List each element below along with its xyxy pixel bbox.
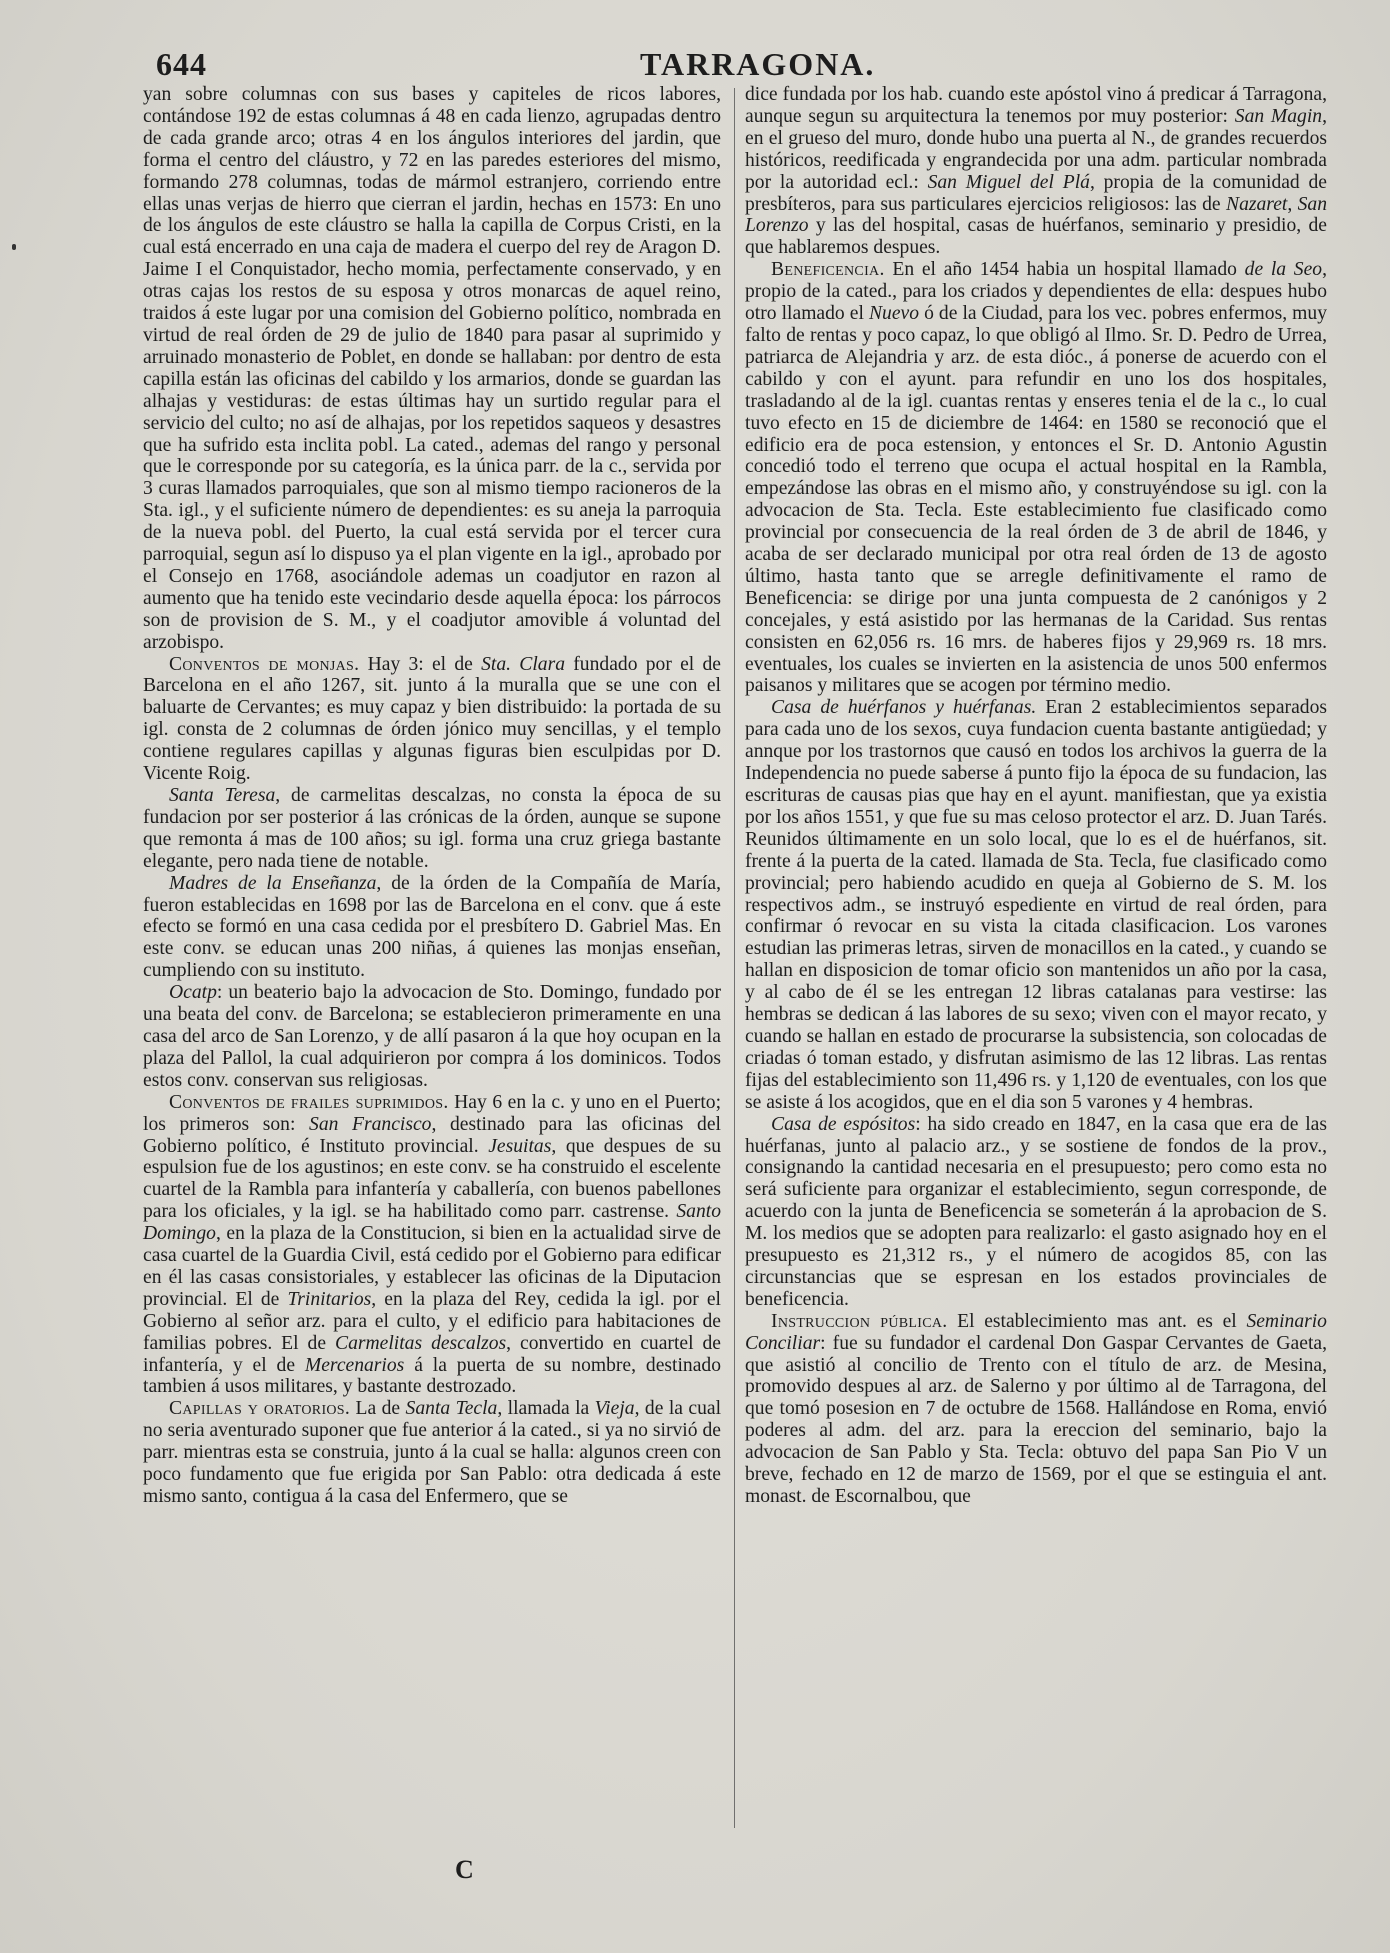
text: , en la plaza de la Constitucion, si bien en la actualidad sirve de casa cuartel de la Guardia Civil, está cedido por el Gobierno para edificar en él las casas consistoriales, y establecer las oficinas de la Diputacion provincial. El de	[143, 1223, 721, 1310]
right-column	[745, 84, 1327, 1508]
text: Hay 3: el de	[359, 653, 482, 675]
hospital-name: de la Seo	[1244, 259, 1323, 281]
paragraph-capillas	[143, 1398, 721, 1508]
chapel-name: San Miguel del Plá	[927, 171, 1090, 193]
section-heading: Conventos de frailes suprimidos.	[169, 1091, 449, 1113]
text: , de la órden de la Compañía de María, fueron establecidas en 1698 por las de Barcelona en el conv. que á este efecto se formó en una casa cedida por el presbítero D. Gabriel Mas. En este conv. se educan unas 200 niñas, á quienes las monjas enseñan, cumpliendo con su instituto.	[143, 872, 721, 982]
ink-speck	[12, 244, 16, 250]
page-number: 644	[156, 46, 207, 82]
text: Hay 6 en la c. y uno en el Puerto; los primeros son:	[143, 1091, 722, 1135]
paragraph-claustro: yan sobre columnas con sus bases y capiteles de ricos labores, contándose 192 de estas columnas á 48 en cada lienzo, agrupadas dentro de cada grande arco; otras 4 en los ángulos interiores del jardin, que forma el centro del cláustro, y 72 en las paredes esteriores del mismo, formando 278 columnas, todas de mármol estranjero, corriendo entre ellas unas verjas de hierro que cierran el jardin, hechas en 1573: En uno de los ángulos de este cláustro se halla la capilla de Corpus Cristi, en la cual está encerrado en una caja de madera el cuerpo del rey de Aragon D. Jaime I el Conquistador, hecho momia, perfectamente conservado, y en otras cajas los restos de su esposa y otros monarcas de aquel reino, traidos á este lugar por una comision del Gobierno político, nombrada en virtud de real órden de 29 de julio de 1840 para pasar al suprimido y arruinado monasterio de Poblet, en donde se hallaban: por dentro de esta capilla están las oficinas del cabildo y los armarios, donde se guardan las alhajas y vestiduras: de estas últimas hay un surtido regular para el servicio del culto; no así de alhajas, por los repetidos saqueos y desastres que ha sufrido esta inclita pobl. La cated., ademas del rango y personal que le corresponde por su categoría, es la única parr. de la c., servida por 3 curas llamados parroquiales, que son al mismo tiempo racioneros de la Sta. igl., y el suficiente número de dependientes: es su aneja la parroquia de la nueva pobl. del Puerto, la cual está servida por el tercer cura parroquial, segun así lo dispuso ya el plan vigente en la igl., aprobado por el Consejo en 1768, asociándole ademas un coadjutor en razon al aumento que ha tenido este vecindario desde aquella época: los párrocos son de provision de S. M., y el coadjutor amovible á voluntad del arzobispo.	[143, 84, 721, 653]
convent-name: Trinitarios	[287, 1288, 372, 1310]
text: , convertido en cuartel de infantería, y el de	[143, 1332, 721, 1376]
text: á la puerta de su nombre, destinado tambien á usos militares, y bastante destrozado.	[143, 1354, 721, 1398]
institution-name: Casa de espósitos	[771, 1113, 916, 1135]
text: ó de la Ciudad, para los vec. pobres enfermos, muy falto de rentas y poco capaz, lo que obligó al Ilmo. Sr. D. Pedro de Urrea, patriarca de Alejandria y arz. de esta dióc., á ponerse de acuerdo con el cabildo y con el ayunt. para refundir en uno los dos hospitales, trasladando al de la igl. cuantas rentas y enseres tenia el de la c., lo cual tuvo efecto en 15 de diciembre de 1464: en 1580 se reconoció que el edificio era de poca estension, y entonces el Sr. D. Antonio Agustin concedió todo el terreno que ocupa el actual hospital en la Rambla, empezándose las obras en el mismo año, y construyéndose su igl. con la advocacion de Sta. Tecla. Este establecimiento fue clasificado como provincial por consecuencia de la real órden de 3 de abril de 1846, y acaba de ser declarado municipal por otra real órden de 13 de agosto último, hasta tanto que se arregle definitivamente el ramo de Beneficencia: se dirige por una junta compuesta de 2 canónigos y 2 concejales, y está asistido por las hermanas de la Caridad. Sus rentas consisten en 62,056 rs. 16 mrs. de haberes fijos y 29,969 rs. 18 mrs. eventuales, los cuales se invierten en la asistencia de unos 500 enfermos paisanos y militares que se acogen por término medio.	[745, 303, 1327, 697]
text: : ha sido creado en 1847, en la casa que era de las huérfanas, junto al palacio arz., y se sostiene de fondos de la prov., consignando la cantidad necesaria en el presupuesto; pero como esta no será suficiente para organizar el establecimiento, segun corresponde, de acuerdo con la junta de Beneficencia se someterán á la aprobacion de S. M. los medios que se adopten para realizarlo: el gasto asignado hoy en el presupuesto es 21,312 rs., y el número de acogidos 85, con las circunstancias que se espresan en los estados provinciales de beneficencia.	[745, 1113, 1327, 1310]
text: ,	[1287, 193, 1298, 215]
chapel-name: Santa Tecla	[405, 1398, 498, 1420]
paragraph-madres-ensenanza	[143, 873, 721, 983]
convent-name: Santa Teresa	[169, 785, 276, 806]
convent-name: Madres de la Enseñanza	[169, 872, 377, 894]
paragraph-conventos-frailes	[143, 1092, 721, 1399]
text: : fue su fundador el cardenal Don Gaspar Cervantes de Gaeta, que asistió al concilio de Trento con el título de arz. de Mesina, promovido despues al arz. de Salerno y por último al de Tarragona, del que tomó posesion en 7 de octubre de 1568. Hallándose en Roma, envió poderes al adm. del arz. para la ereccion del seminario, bajo la advocacion de San Pablo y Sta. Tecla: obtuvo del papa San Pio V un breve, fechado en 12 de marzo de 1569, por el que se estinguia el ant. monast. de Escornalbou, que	[745, 1332, 1327, 1507]
convent-name: Ocatp	[169, 982, 217, 1004]
printer-mark: C	[455, 1855, 474, 1884]
section-heading: Capillas y oratorios.	[169, 1398, 351, 1420]
text: Eran 2 establecimientos separados para cada uno de los sexos, cuya fundacion cuenta bastante antigüedad; y annque por los trastornos que causó en todos los archivos la guerra de la Independencia no puede saberse á punto fijo la época de su fundacion, las escrituras de causas pias que hay en el ayunt. manifiestan, que ya existia por los años 1551, y que fue su mas celoso protector el arz. D. Juan Tarés. Reunidos últimamente en un solo local, que lo es el de huérfanos, sit. frente á la puerta de la cated. llamada de Sta. Tecla, fue clasificado como provincial; pero habiendo acudido en queja al Gobierno de S. M. los respectivos adm., se instruyó espediente en virtud de real órden, para confirmar ó revocar en su vista la citada clasificacion. Los varones estudian las primeras letras, sirven de monacillos en la cated., y cuando se hallan en disposicion de tomar oficio son mantenidos un año por la casa, y al cabo de él se les entregan 12 libras catalanas para vestirse: las hembras se dedican á las labores de su sexo; viven con el mayor recato, y cuando se hallan en estado de procurarse la subsistencia, son colocadas de criadas ó toman estado, y disfrutan asimismo de las 12 libras. Las rentas fijas del establecimiento son 11,496 rs. y 1,120 de eventuales, con los que se asiste á los acogidos, que en el dia son 5 varones y 4 hembras.	[745, 697, 1327, 1113]
hospital-name: Nuevo	[868, 303, 920, 325]
convent-name: Mercenarios	[304, 1354, 405, 1376]
paragraph-instruccion	[745, 1311, 1327, 1508]
paragraph-ocatp	[143, 982, 721, 1092]
column-divider	[734, 88, 735, 1828]
text: , destinado para las oficinas del Gobierno político, é Instituto provincial.	[143, 1113, 721, 1157]
paragraph-espositos	[745, 1114, 1327, 1311]
running-title: TARRAGONA.	[640, 46, 876, 82]
paragraph-beneficencia	[745, 259, 1327, 697]
chapel-name: Nazaret	[1226, 193, 1288, 215]
convent-name: Jesuitas	[488, 1135, 552, 1157]
text: En el año 1454 habia un hospital llamado	[884, 259, 1245, 281]
text: : un beaterio bajo la advocacion de Sto. Domingo, fundado por una beata del conv. de Barcelona; se establecieron primeramente en una casa del arco de San Lorenzo, y de allí pasaron á la que hoy ocupan en la plaza del Pallol, la cual adquirieron por compra á los dominicos. Todos estos conv. conservan sus religiosas.	[143, 982, 721, 1091]
institution-name: Casa de huérfanos y huérfanas.	[771, 697, 1037, 719]
text: , que despues de su espulsion fue de los agustinos; en este conv. se ha construido el escelente cuartel de la Rambla para infantería y caballería, con buenos pabellones para los oficiales, y la igl. se ha habilitado como parr. castrense.	[143, 1135, 721, 1223]
text: , propia de la comunidad de presbíteros, para sus particulares ejercicios religiosos: las de	[745, 171, 1328, 215]
paragraph-huerfanos	[745, 697, 1327, 1113]
chapel-name: San Magin	[1234, 105, 1323, 127]
text: y las del hospital, casas de huérfanos, seminario y presidio, de que hablaremos despues.	[745, 215, 1327, 259]
text: , de la cual no seria aventurado suponer que fue anterior á la cated., si ya no sirvió de parr. mientras esta se construia, junto á la cual se halla: algunos creen con poco fundamento que fue erigida por San Pablo: otra dedicada á este mismo santo, contigua á la casa del Enfermero, que se	[143, 1398, 722, 1507]
text: , en el grueso del muro, donde hubo una puerta al N., de grandes recuerdos históricos, reedificada y engrandecida por una adm. particular nombrada por la autoridad ecl.:	[745, 105, 1327, 193]
text: El establecimiento mas ant. es el	[947, 1310, 1247, 1332]
convent-name: Sta. Clara	[481, 653, 566, 675]
section-heading: Conventos de monjas.	[169, 653, 360, 675]
convent-name: Carmelitas descalzos	[335, 1332, 507, 1354]
text: , de carmelitas descalzas, no consta la época de su fundacion por ser posterior á las crónicas de la órden, aunque se supone que remonta á mas de 100 años; su igl. forma una cruz griega bastante elegante, pero nada tiene de notable.	[143, 785, 721, 872]
chapel-name: Vieja	[594, 1398, 635, 1420]
paragraph-capillas-cont	[745, 84, 1327, 259]
section-heading: Instruccion pública.	[771, 1310, 948, 1332]
text: , en la plaza del Rey, cedida la igl. por el Gobierno al señor arz. para el culto, y el edificio para habitaciones de familias pobres. El de	[143, 1288, 722, 1354]
section-heading: Beneficencia.	[771, 259, 885, 281]
text: fundado por el de Barcelona en el año 1267, sit. junto á la muralla que se une con el baluarte de Cervantes; es muy capaz y bien distribuido: la portada de su igl. consta de 2 columnas de órden jónico muy sencillas, y el templo contiene regulares capillas y algunas figuras bien esculpidas por D. Vicente Roig.	[143, 653, 721, 785]
left-column	[143, 84, 721, 1508]
convent-name: Santo Domingo	[143, 1201, 721, 1245]
paragraph-santa-teresa	[143, 785, 721, 873]
text: dice fundada por los hab. cuando este apóstol vino á predicar á Tarragona, aunque segun su arquitectura la tenemos por muy posterior:	[745, 84, 1327, 127]
convent-name: San Francisco	[309, 1113, 432, 1135]
chapel-name: San Lorenzo	[745, 193, 1328, 237]
institution-name: Seminario Conciliar	[745, 1310, 1327, 1354]
text: La de	[350, 1398, 406, 1420]
paragraph-conventos-monjas	[143, 654, 721, 785]
text: , propio de la cated., para los criados y dependientes de ella: despues hubo otro llamado el	[745, 259, 1327, 325]
text: , llamada la	[497, 1398, 595, 1420]
page-header	[150, 42, 1315, 82]
